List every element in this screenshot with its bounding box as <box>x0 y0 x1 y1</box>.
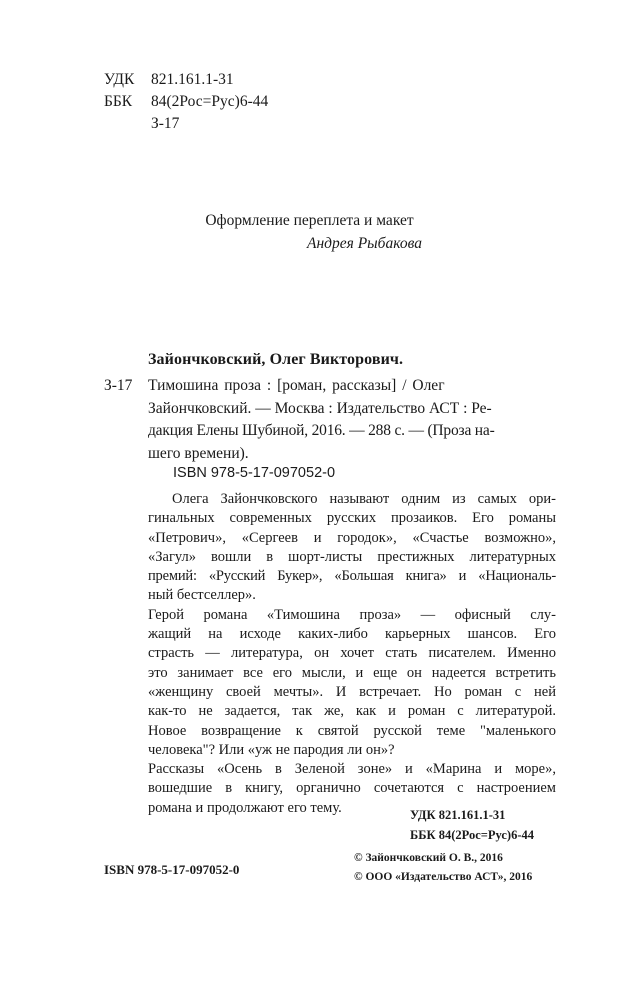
biblio-line: Тимошина проза : [роман, рассказы] / Олег <box>148 377 445 394</box>
copyright-publisher: © ООО «Издательство АСТ», 2016 <box>354 871 533 883</box>
design-credit-line2 <box>0 233 619 255</box>
isbn-small: ISBN 978-5-17-097052-0 <box>173 465 336 481</box>
annotation-line: премий: «Русский Букер», «Большая книга» и «Националь- <box>148 568 556 585</box>
bbk-line <box>104 91 268 113</box>
biblio-line: Зайончковский. — Москва : Издательство АСТ : Ре- <box>148 399 492 417</box>
udk-line <box>104 69 234 91</box>
catalog-id: З-17 <box>104 377 133 394</box>
udk-bottom: УДК 821.161.1-31 <box>410 808 506 822</box>
annotation-line: Герой романа «Тимошина проза» — офисный слу- <box>148 606 556 623</box>
annotation-line: это занимает все его мысли, и еще он надеется встретить <box>148 664 556 681</box>
annotation-line: гинальных современных русских прозаиков. Его романы <box>148 510 556 527</box>
annotation-line: жащий на исходе каких-либо карьерных шансов. Его <box>148 626 556 643</box>
bibliographic-description <box>148 375 553 465</box>
bbk-bottom: ББК 84(2Рос=Рус)6-44 <box>410 828 534 842</box>
annotation-line: Новое возвращение к святой русской теме "маленького <box>148 722 556 739</box>
biblio-line: дакция Елены Шубиной, 2016. — 288 с. — (Проза на- <box>148 422 495 439</box>
annotation-line: Рассказы «Осень в Зеленой зоне» и «Марина и море», <box>148 761 556 778</box>
annotation-line: страсть — литература, он хочет стать писателем. Именно <box>148 645 556 662</box>
author-mark: З-17 <box>151 115 180 132</box>
isbn-bottom: ISBN 978-5-17-097052-0 <box>104 862 240 877</box>
udk-label: УДК <box>104 71 135 88</box>
annotation-line: «Загул» вошли в шорт-листы престижных литературных <box>148 548 556 565</box>
annotation-line: Олега Зайончковского называют одним из самых ори- <box>172 491 556 507</box>
copyright-author: © Зайончковский О. В., 2016 <box>354 852 503 864</box>
bbk-label: ББК <box>104 93 133 110</box>
annotation-line: как-то не задается, так же, как и роман с литературой. <box>148 703 556 720</box>
design-credit-line1: Оформление переплета и макет <box>205 212 414 229</box>
udk-value: 821.161.1-31 <box>151 71 234 88</box>
annotation-line: ный бестселлер». <box>148 587 256 604</box>
author-heading: Зайончковский, Олег Викторович. <box>148 351 404 368</box>
bbk-value: 84(2Рос=Рус)6-44 <box>151 93 269 110</box>
biblio-line: шего времени). <box>148 444 249 462</box>
annotation-line: вошедшие в книгу, органично сочетаются с настроением <box>148 780 556 797</box>
annotation-line: романа и продолжают его тему. <box>148 799 342 816</box>
annotation <box>148 490 556 818</box>
annotation-line: «женщину своей мечты». И встречает. Но роман с ней <box>148 683 556 700</box>
annotation-line: «Петрович», «Сергеев и городок», «Счастье возможно», <box>148 529 556 546</box>
designer-name: Андрея Рыбакова <box>306 235 422 252</box>
annotation-line: человека"? Или «уж не пародия ли он»? <box>148 741 395 758</box>
